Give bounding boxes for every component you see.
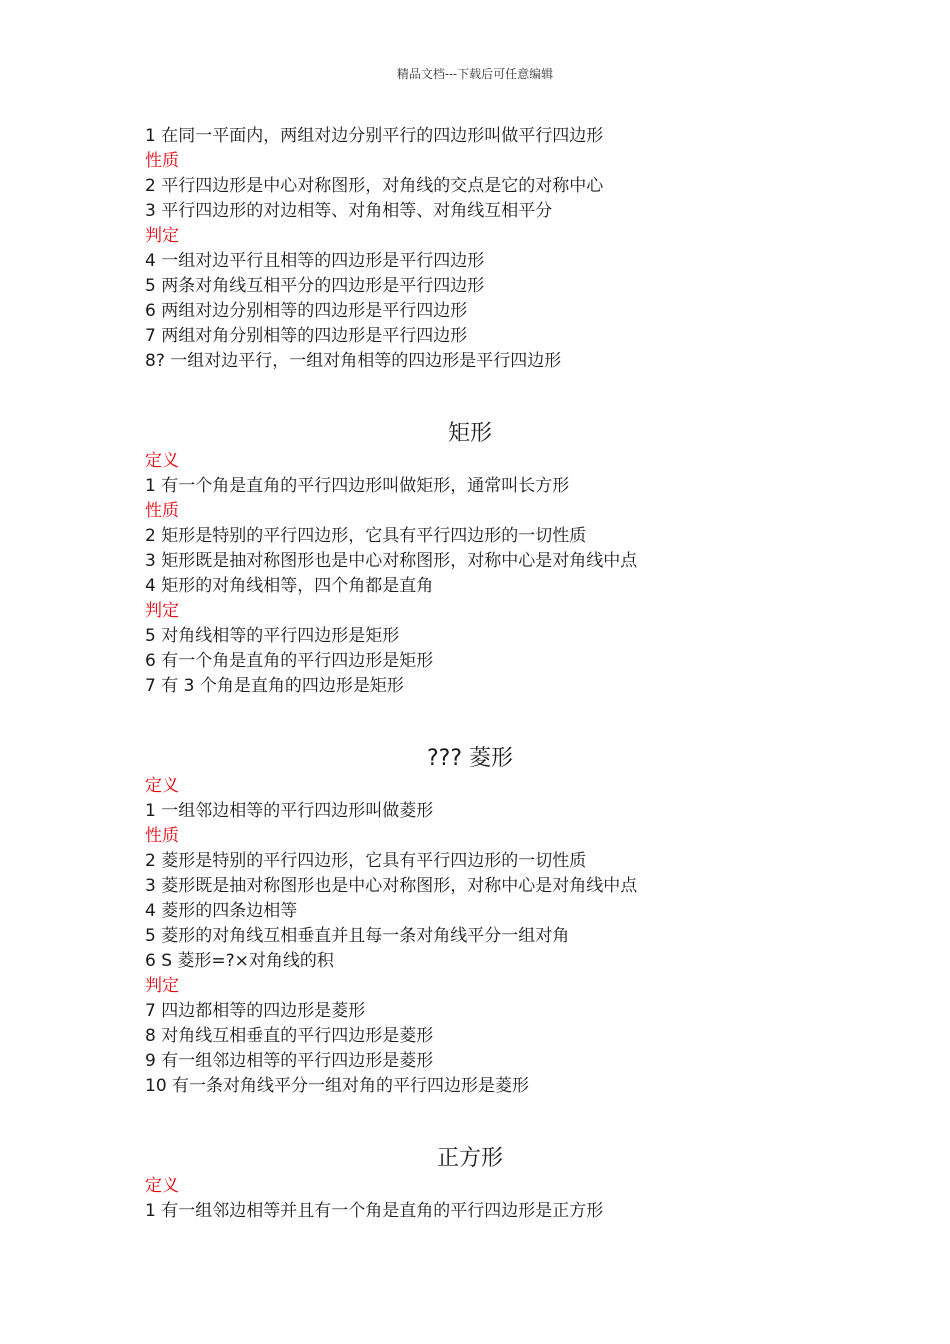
- text-line: 2 平行四边形是中心对称图形，对角线的交点是它的对称中心: [145, 176, 604, 196]
- text-line: 4 矩形的对角线相等，四个角都是直角: [145, 576, 434, 596]
- section-rectangle: [145, 449, 845, 699]
- text-line: 7 两组对角分别相等的四边形是平行四边形: [145, 326, 468, 346]
- text-line: 8? 一组对边平行，一组对角相等的四边形是平行四边形: [145, 351, 562, 371]
- text-line: 1 有一个角是直角的平行四边形叫做矩形，通常叫长方形: [145, 476, 570, 496]
- text-line: 1 一组邻边相等的平行四边形叫做菱形: [145, 801, 434, 821]
- text-line: 7 有 3 个角是直角的四边形是矩形: [145, 676, 404, 696]
- page-header: 精品文档---下载后可任意编辑: [396, 67, 554, 81]
- text-line: 3 矩形既是抽对称图形也是中心对称图形，对称中心是对角线中点: [145, 551, 638, 571]
- section-label: 定义: [145, 1176, 179, 1196]
- text-line: 2 菱形是特别的平行四边形，它具有平行四边形的一切性质: [145, 851, 587, 871]
- section-label: 判定: [145, 976, 179, 996]
- text-line: 6 两组对边分别相等的四边形是平行四边形: [145, 301, 468, 321]
- section-label: 性质: [145, 151, 179, 171]
- text-line: 9 有一组邻边相等的平行四边形是菱形: [145, 1051, 434, 1071]
- text-line: 1 有一组邻边相等并且有一个角是直角的平行四边形是正方形: [145, 1201, 604, 1221]
- section-label: 定义: [145, 451, 179, 471]
- text-line: 6 有一个角是直角的平行四边形是矩形: [145, 651, 434, 671]
- text-line: 3 平行四边形的对边相等、对角相等、对角线互相平分: [145, 201, 553, 221]
- text-line: 4 一组对边平行且相等的四边形是平行四边形: [145, 251, 485, 271]
- section-rhombus: [145, 774, 845, 1099]
- section-label: 性质: [145, 501, 179, 521]
- text-line: 10 有一条对角线平分一组对角的平行四边形是菱形: [145, 1076, 530, 1096]
- section-title-square: 正方形: [436, 1146, 503, 1171]
- section-label: 判定: [145, 601, 179, 621]
- section-label: 判定: [145, 226, 179, 246]
- text-line: 5 两条对角线互相平分的四边形是平行四边形: [145, 276, 485, 296]
- section-label: 性质: [145, 826, 179, 846]
- text-line: 5 菱形的对角线互相垂直并且每一条对角线平分一组对角: [145, 926, 570, 946]
- section-title-rhombus: ??? 菱形: [426, 746, 514, 771]
- section-square: [145, 1174, 845, 1224]
- text-line: 5 对角线相等的平行四边形是矩形: [145, 626, 400, 646]
- section-title-rectangle: 矩形: [447, 421, 492, 446]
- document-body: [145, 124, 845, 1224]
- text-line: 3 菱形既是抽对称图形也是中心对称图形，对称中心是对角线中点: [145, 876, 638, 896]
- text-line: 1 在同一平面内，两组对边分别平行的四边形叫做平行四边形: [145, 126, 604, 146]
- section-label: 定义: [145, 776, 179, 796]
- text-line: 8 对角线互相垂直的平行四边形是菱形: [145, 1026, 434, 1046]
- text-line: 2 矩形是特别的平行四边形，它具有平行四边形的一切性质: [145, 526, 587, 546]
- section-parallelogram: [145, 124, 845, 374]
- text-line: 4 菱形的四条边相等: [145, 901, 298, 921]
- text-line: 7 四边都相等的四边形是菱形: [145, 1001, 366, 1021]
- text-line: 6 S 菱形=?×对角线的积: [145, 951, 334, 971]
